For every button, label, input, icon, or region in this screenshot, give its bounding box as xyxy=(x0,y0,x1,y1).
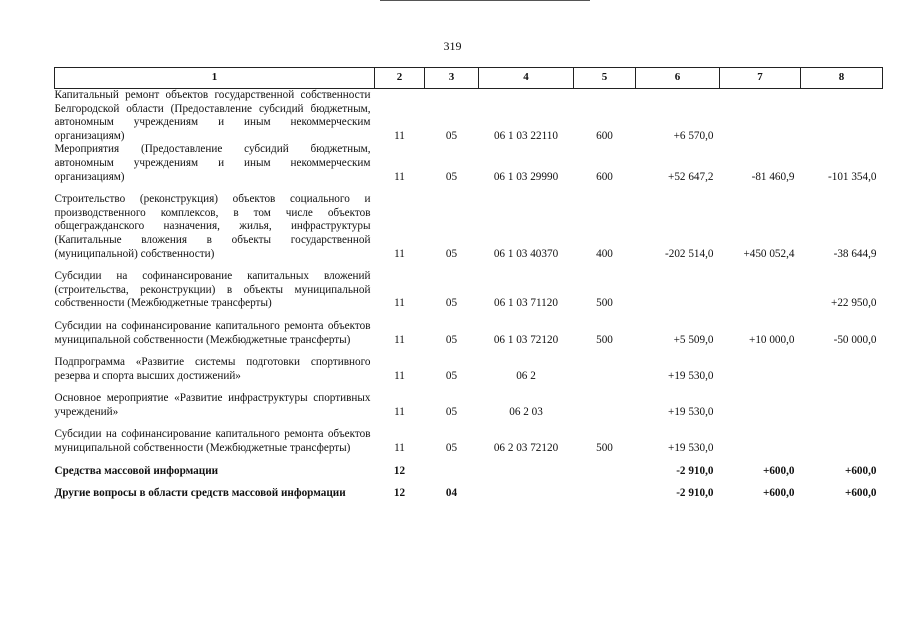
row-value-col7 xyxy=(720,347,801,383)
row-name: Строительство (реконструкция) объектов социального и производственного комплексов, в том числе объектов общегражданского назначения, жилья, инфраструктуры (Капитальные вложения в объекты государственной (муниципальной) собственности) xyxy=(54,193,371,260)
row-section: 12 xyxy=(393,487,406,500)
row-value-col6: +5 509,0 xyxy=(673,333,714,346)
header-col-2: 2 xyxy=(375,68,425,89)
row-value-col6: -2 910,0 xyxy=(676,487,714,500)
row-target-code: 06 2 xyxy=(516,369,536,382)
row-target-code xyxy=(479,456,574,479)
row-expense-type: 500 xyxy=(596,442,613,455)
row-target-code: 06 1 03 40370 xyxy=(493,247,559,260)
table-row xyxy=(55,311,883,347)
row-name: Субсидии на софинансирование капитального ремонта объектов муниципальной собственности (Межбюджетные трансферты) xyxy=(54,319,371,346)
row-value-col7 xyxy=(720,383,801,419)
table-row xyxy=(55,184,883,261)
row-value-col7 xyxy=(720,89,801,144)
budget-table xyxy=(54,67,883,501)
row-subsection xyxy=(425,456,479,479)
row-expense-type xyxy=(574,347,636,383)
row-section: 11 xyxy=(394,129,405,142)
row-subsection: 05 xyxy=(445,333,458,346)
row-name: Субсидии на софинансирование капитального ремонта объектов муниципальной собственности (Межбюджетные трансферты) xyxy=(54,428,371,455)
row-value-col7: +10 000,0 xyxy=(749,333,795,346)
row-value-col7: +450 052,4 xyxy=(743,247,795,260)
row-section: 11 xyxy=(394,333,405,346)
header-col-6: 6 xyxy=(636,68,720,89)
row-expense-type: 500 xyxy=(596,333,613,346)
header-col-8: 8 xyxy=(801,68,883,89)
table-row xyxy=(55,143,883,184)
header-col-1: 1 xyxy=(55,68,375,89)
row-expense-type xyxy=(574,478,636,501)
row-value-col8: +600,0 xyxy=(844,487,877,500)
row-expense-type: 400 xyxy=(596,247,613,260)
row-value-col6: +19 530,0 xyxy=(668,369,714,382)
row-subsection: 05 xyxy=(445,405,458,418)
row-name: Основное мероприятие «Развитие инфраструктуры спортивных учреждений» xyxy=(54,392,371,418)
row-value-col6: +19 530,0 xyxy=(668,442,714,455)
row-expense-type xyxy=(574,383,636,419)
row-value-col7: +600,0 xyxy=(762,464,795,477)
row-name: Мероприятия (Предоставление субсидий бюджетным, автономным учреждениям и иным некоммерческим организациям) xyxy=(54,143,371,183)
row-name: Средства массовой информации xyxy=(54,464,219,477)
row-target-code: 06 1 03 72120 xyxy=(493,333,559,346)
row-section: 12 xyxy=(393,464,406,477)
row-value-col8: -50 000,0 xyxy=(833,333,877,346)
row-expense-type: 500 xyxy=(596,297,613,310)
row-section: 11 xyxy=(394,369,405,382)
row-subsection: 05 xyxy=(445,129,458,142)
header-col-7: 7 xyxy=(720,68,801,89)
row-target-code: 06 1 03 29990 xyxy=(493,170,559,183)
row-subsection: 05 xyxy=(445,170,458,183)
row-expense-type xyxy=(574,456,636,479)
row-value-col6: +52 647,2 xyxy=(668,170,714,183)
row-value-col8: -101 354,0 xyxy=(828,170,877,183)
row-target-code xyxy=(479,478,574,501)
row-expense-type: 600 xyxy=(596,170,613,183)
row-value-col6: +19 530,0 xyxy=(668,405,714,418)
page-number: 319 xyxy=(443,39,462,53)
row-value-col8: -38 644,9 xyxy=(833,247,877,260)
row-subsection: 05 xyxy=(445,297,458,310)
header-row xyxy=(55,68,883,89)
table-row xyxy=(55,456,883,479)
row-section: 11 xyxy=(394,247,405,260)
row-section: 11 xyxy=(394,405,405,418)
table-row xyxy=(55,478,883,501)
row-value-col7 xyxy=(720,261,801,311)
row-target-code: 06 1 03 71120 xyxy=(494,297,558,310)
row-name: Капитальный ремонт объектов государственной собственности Белгородской области (Предоставление субсидий бюджетным, автономным учреждениям и иным некоммерческим организациям) xyxy=(54,89,371,142)
row-value-col8 xyxy=(801,89,883,144)
table-row xyxy=(55,261,883,311)
row-value-col6 xyxy=(636,261,720,311)
row-subsection: 05 xyxy=(445,369,458,382)
row-value-col8: +22 950,0 xyxy=(831,297,877,310)
row-value-col8 xyxy=(801,419,883,455)
row-value-col8 xyxy=(801,347,883,383)
row-section: 11 xyxy=(394,442,405,455)
header-col-5: 5 xyxy=(574,68,636,89)
row-name: Субсидии на софинансирование капитальных вложений (строительства, реконструкции) в объекты муниципальной собственности (Межбюджетные трансферты) xyxy=(54,270,371,310)
header-col-3: 3 xyxy=(425,68,479,89)
table-row xyxy=(55,383,883,419)
header-col-4: 4 xyxy=(479,68,574,89)
row-value-col6: +6 570,0 xyxy=(673,129,714,142)
row-section: 11 xyxy=(394,170,405,183)
row-expense-type: 600 xyxy=(596,129,613,142)
row-target-code: 06 2 03 72120 xyxy=(493,442,559,455)
row-name: Подпрограмма «Развитие системы подготовки спортивного резерва и спорта высших достижений» xyxy=(54,356,371,382)
table-row xyxy=(55,419,883,455)
row-subsection: 05 xyxy=(445,247,458,260)
row-value-col7 xyxy=(720,419,801,455)
table-row xyxy=(55,89,883,144)
row-value-col7: -81 460,9 xyxy=(751,170,795,183)
row-value-col6: -2 910,0 xyxy=(676,464,714,477)
row-target-code: 06 2 03 xyxy=(509,405,543,418)
row-section: 11 xyxy=(394,297,405,310)
row-value-col8 xyxy=(801,383,883,419)
top-scan-rule xyxy=(380,0,590,1)
table-row xyxy=(55,347,883,383)
row-value-col6: -202 514,0 xyxy=(665,247,714,260)
row-subsection: 05 xyxy=(445,442,458,455)
row-value-col7: +600,0 xyxy=(762,487,795,500)
row-target-code: 06 1 03 22110 xyxy=(494,129,558,142)
row-name: Другие вопросы в области средств массовой информации xyxy=(54,487,346,500)
row-value-col8: +600,0 xyxy=(844,464,877,477)
row-subsection: 04 xyxy=(445,487,458,500)
